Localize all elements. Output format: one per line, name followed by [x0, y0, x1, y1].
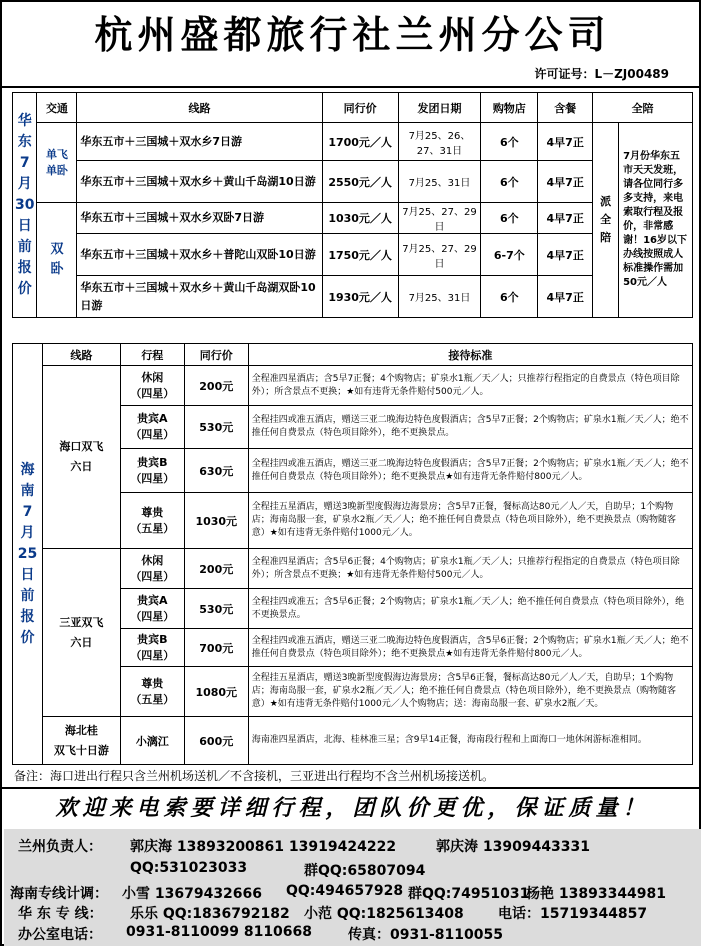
package-price: 200元 [184, 549, 248, 589]
route-price: 1030元／人 [322, 203, 398, 234]
departure-dates: 7月25、31日 [398, 161, 481, 203]
departure-dates: 7月25、31日 [398, 276, 481, 318]
page-title: 杭州盛都旅行社兰州分公司 [94, 13, 611, 57]
table-row [13, 234, 693, 276]
table-row [13, 123, 693, 161]
package-level: 贵宾B （四星） [120, 629, 184, 667]
header-price: 同行价 [322, 93, 398, 123]
route-haikou: 海口双飞 六日 [42, 366, 120, 549]
header-escort: 全陪 [593, 93, 693, 123]
east-china-side-label: 华 东 7 月 30 日 前 报 价 [13, 93, 37, 318]
header-meals: 含餐 [538, 93, 593, 123]
package-standard: 海南准四星酒店，北海、桂林准三星；含9早14正餐，海南段行程和上面海口一地休闲游标准相同。 [248, 717, 692, 765]
route-name: 华东五市＋三国城＋双水乡＋黄山千岛湖双卧10日游 [77, 276, 322, 318]
header-standard: 接待标准 [248, 344, 692, 366]
hainan-contact-2: 杨艳 13893344981 [526, 886, 667, 902]
package-price: 530元 [184, 589, 248, 629]
package-price: 1030元 [184, 493, 248, 549]
slogan: 欢迎来电索要详细行程，团队价更优，保证质量！ [55, 795, 650, 821]
route-name: 华东五市＋三国城＋双水乡7日游 [77, 123, 322, 161]
header-transport: 交通 [37, 93, 77, 123]
package-level: 贵宾B （四星） [120, 449, 184, 493]
hainan-label: 海南专线计调： [10, 886, 108, 902]
package-price: 630元 [184, 449, 248, 493]
meals: 4早7正 [538, 203, 593, 234]
table-row [13, 203, 693, 234]
package-standard: 全程准四星酒店；含5早7正餐；4个购物店；矿泉水1瓶／天／人；只推荐行程指定的自费景点（特色项目除外）；所含景点不更换；★如有违背无条件赔付500元／人。 [248, 366, 692, 406]
route-name: 华东五市＋三国城＋双水乡＋黄山千岛湖10日游 [77, 161, 322, 203]
remark: 备注：海口进出行程只含兰州机场送机／不含接机，三亚进出行程均不含兰州机场接送机。 [14, 769, 495, 783]
transport-fly-train: 单飞 单卧 [37, 123, 77, 203]
hainan-group-qq: 群QQ:74951031 [408, 886, 530, 902]
package-standard: 全程挂四或准五酒店，赠送三亚二晚海边特色度假酒店，含5早6正餐；2个购物店；矿泉水1瓶／天／人；绝不推任何自费景点（特色项目除外）；绝不更换景点★如有违背无条件赔付800元／人。 [248, 629, 692, 667]
package-price: 1080元 [184, 667, 248, 717]
lanzhou-group-qq: 群QQ:65807094 [304, 863, 426, 879]
table-row [13, 276, 693, 318]
shop-count: 6个 [481, 123, 538, 161]
meals: 4早7正 [538, 234, 593, 276]
lanzhou-label: 兰州负责人： [18, 839, 102, 855]
hainan-contact-1: 小雪 13679432666 [122, 886, 263, 902]
package-standard: 全程挂四或准五酒店，赠送三亚二晚海边特色度假酒店；含5早7正餐；2个购物店；矿泉水1瓶／天／人；绝不推任何自费景点（特色项目除外）；绝不更换景点★如有违背无条件赔付800元／人。 [248, 449, 692, 493]
hainan-qq: QQ:494657928 [286, 883, 404, 899]
east-label: 华 东 专 线： [18, 906, 103, 922]
lanzhou-contact-1: 郭庆海 13893200861 13919424222 [130, 839, 397, 855]
office-label: 办公室电话： [18, 927, 102, 943]
east-contact-1: 乐乐 QQ:1836792182 [130, 906, 290, 922]
office-fax: 传真：0931-8110055 [348, 927, 503, 943]
package-standard: 全程准四星酒店；含5早6正餐；4个购物店；矿泉水1瓶／天／人；只推荐行程指定的自费景点（特色项目除外）；所含景点不更换；★如有违背无条件赔付500元／人。 [248, 549, 692, 589]
lanzhou-contact-2: 郭庆涛 13909443331 [436, 839, 591, 855]
east-phone: 电话：15719344857 [498, 906, 648, 922]
package-standard: 全程挂五星酒店，赠送3晚新型度假海边海景房；含5早7正餐，餐标高达80元／人／天，自助早；1个购物店；海南岛服一套，矿泉水2瓶／天／人；绝不推任何自费景点（特色项目除外），绝不更换景点（购物随客意）★如有违背无条件赔付1000元／人。 [248, 493, 692, 549]
header-price: 同行价 [184, 344, 248, 366]
divider [2, 86, 701, 88]
departure-dates: 7月25、27、29日 [398, 203, 481, 234]
package-level: 小漓江 [120, 717, 184, 765]
hainan-price-table [12, 343, 693, 765]
package-standard: 全程挂四或准五；含5早6正餐；2个购物店；矿泉水1瓶／天／人；绝不推任何自费景点（特色项目除外），绝不更换景点。 [248, 589, 692, 629]
east-contact-2: 小范 QQ:1825613408 [304, 906, 464, 922]
divider [2, 787, 701, 789]
meals: 4早7正 [538, 161, 593, 203]
route-name: 华东五市＋三国城＋双水乡双卧7日游 [77, 203, 322, 234]
route-name: 华东五市＋三国城＋双水乡＋普陀山双卧10日游 [77, 234, 322, 276]
departure-dates: 7月25、26、27、31日 [398, 123, 481, 161]
escort-info: 派 全 陪 [593, 123, 619, 318]
shop-count: 6个 [481, 203, 538, 234]
route-price: 1700元／人 [322, 123, 398, 161]
license-number: 许可证号：L－ZJ00489 [534, 67, 669, 81]
header-shops: 购物店 [481, 93, 538, 123]
table-row [13, 161, 693, 203]
meals: 4早7正 [538, 276, 593, 318]
package-level: 尊贵 （五星） [120, 493, 184, 549]
package-price: 530元 [184, 406, 248, 449]
package-standard: 全程挂五星酒店，赠送3晚新型度假海边海景房；含5早6正餐，餐标高达80元／人／天，自助早；1个购物店；海南岛服一套，矿泉水2瓶／天／人；绝不推任何自费景点（特色项目除外），绝不更换景点（购物随客意）★如有违背无条件赔付1000元／人个购物店；送：海南岛服一套、矿泉水2瓶／天。 [248, 667, 692, 717]
route-sanya: 三亚双飞 六日 [42, 549, 120, 717]
header-route: 线路 [77, 93, 322, 123]
table-row [13, 717, 693, 765]
departure-dates: 7月25、27、29日 [398, 234, 481, 276]
shop-count: 6个 [481, 161, 538, 203]
transport-double-train: 双 卧 [37, 203, 77, 318]
package-price: 200元 [184, 366, 248, 406]
east-china-note: 7月份华东五市天天发班，请各位同行多多支持，来电索取行程及报价，非常感谢！16岁以下办线按照成人标准操作需加50元／人 [619, 123, 693, 318]
meals: 4早7正 [538, 123, 593, 161]
package-level: 贵宾A （四星） [120, 406, 184, 449]
package-level: 尊贵 （五星） [120, 667, 184, 717]
package-level: 休闲 （四星） [120, 366, 184, 406]
route-price: 1930元／人 [322, 276, 398, 318]
office-phone: 0931-8110099 8110668 [126, 924, 313, 940]
east-china-price-table [12, 92, 693, 318]
package-price: 700元 [184, 629, 248, 667]
package-level: 贵宾A （四星） [120, 589, 184, 629]
header-departure: 发团日期 [398, 93, 481, 123]
header-itinerary: 行程 [120, 344, 184, 366]
hainan-side-label: 海 南 7 月 25 日 前 报 价 [13, 344, 43, 765]
package-price: 600元 [184, 717, 248, 765]
route-beihai-guilin: 海北桂 双飞十日游 [42, 717, 120, 765]
lanzhou-qq: QQ:531023033 [130, 860, 248, 876]
contact-panel [4, 829, 701, 946]
table-row [13, 549, 693, 589]
shop-count: 6个 [481, 276, 538, 318]
package-standard: 全程挂四或准五酒店，赠送三亚二晚海边特色度假酒店；含5早7正餐；2个购物店；矿泉水1瓶／天／人；绝不推任何自费景点（特色项目除外），绝不更换景点。 [248, 406, 692, 449]
package-level: 休闲 （四星） [120, 549, 184, 589]
shop-count: 6-7个 [481, 234, 538, 276]
header-route: 线路 [42, 344, 120, 366]
route-price: 1750元／人 [322, 234, 398, 276]
table-row [13, 366, 693, 406]
route-price: 2550元／人 [322, 161, 398, 203]
